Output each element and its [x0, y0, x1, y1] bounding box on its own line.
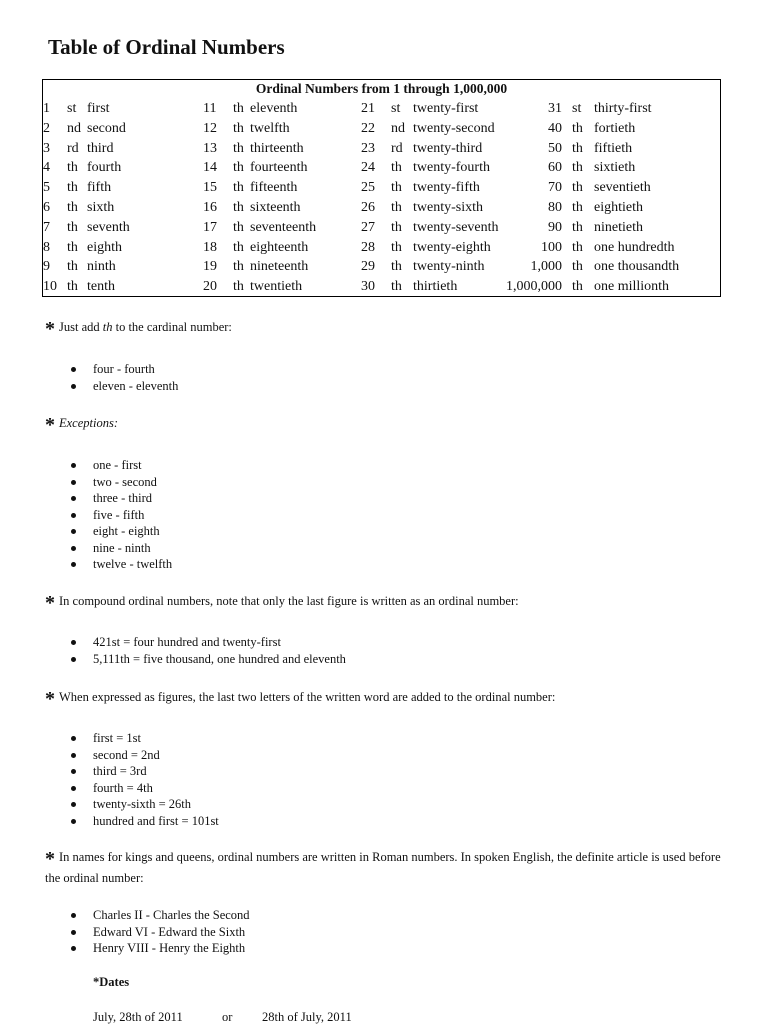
- ordinal-suffix-cell: th: [572, 279, 583, 295]
- ordinal-number-cell: 40: [548, 120, 562, 136]
- ordinal-suffix-cell: th: [233, 140, 244, 156]
- list-item: eight - eighth: [68, 523, 172, 540]
- list-item: hundred and first = 101st: [68, 813, 219, 830]
- ordinal-number-cell: 29: [361, 259, 375, 275]
- list-item: 421st = four hundred and twenty-first: [68, 634, 346, 651]
- list-item: third = 3rd: [68, 763, 219, 780]
- ordinal-word-cell: fifth: [87, 180, 112, 196]
- ordinal-word-cell: third: [87, 140, 114, 156]
- ordinal-word-cell: nineteenth: [250, 259, 309, 275]
- list-item: Edward VI - Edward the Sixth: [68, 924, 250, 941]
- ordinal-suffix-cell: th: [233, 120, 244, 136]
- ordinal-number-cell: 16: [203, 200, 217, 215]
- ordinal-number-cell: 24: [361, 160, 375, 176]
- ordinal-word-cell: fifteenth: [250, 180, 298, 196]
- ordinal-number-cell: 18: [203, 239, 217, 255]
- ordinal-word-cell: ninetieth: [594, 219, 643, 235]
- rule-text: When expressed as figures, the last two letters of the written word are added to the ordinal number:: [59, 690, 556, 704]
- ordinal-suffix-cell: st: [572, 101, 582, 116]
- ordinal-word-cell: eightieth: [594, 200, 643, 215]
- ordinal-number-cell: 21: [361, 101, 375, 116]
- ordinal-suffix-cell: th: [391, 160, 402, 176]
- ordinal-number-cell: 23: [361, 140, 375, 156]
- rule-figures: [45, 688, 725, 709]
- ordinal-suffix-cell: th: [572, 200, 583, 215]
- list-item: one - first: [68, 457, 172, 474]
- ordinal-word-cell: seventeenth: [250, 219, 317, 235]
- ordinal-word-cell: sixteenth: [250, 200, 301, 215]
- ordinal-word-cell: eleventh: [250, 101, 298, 116]
- ordinal-suffix-cell: th: [572, 239, 583, 255]
- ordinal-suffix-cell: th: [233, 180, 244, 196]
- ordinal-word-cell: twenty-third: [413, 140, 483, 156]
- ordinal-number-cell: 1,000: [530, 259, 562, 275]
- ordinal-word-cell: one hundredth: [594, 239, 675, 255]
- ordinal-number-cell: 26: [361, 200, 375, 215]
- ordinal-word-cell: thirtieth: [413, 279, 458, 295]
- ordinal-number-cell: 8: [43, 239, 50, 255]
- dates-heading: *Dates: [93, 975, 130, 989]
- rule-kings-queens: [45, 848, 725, 887]
- ordinal-word-cell: thirteenth: [250, 140, 304, 156]
- ordinal-suffix-cell: th: [67, 200, 78, 215]
- ordinal-word-cell: sixth: [87, 200, 115, 215]
- ordinal-word-cell: twentieth: [250, 279, 303, 295]
- asterisk-icon: *: [45, 414, 55, 436]
- ordinal-number-cell: 3: [43, 140, 50, 156]
- ordinal-word-cell: eighth: [87, 239, 122, 255]
- rule-exceptions: [45, 414, 725, 435]
- list-item: first = 1st: [68, 730, 219, 747]
- ordinal-suffix-cell: st: [67, 101, 77, 116]
- ordinal-number-cell: 27: [361, 219, 375, 235]
- ordinal-number-cell: 10: [43, 279, 57, 295]
- ordinal-suffix-cell: th: [67, 180, 78, 196]
- page-title: Table of Ordinal Numbers: [48, 35, 285, 59]
- ordinal-word-cell: fiftieth: [594, 140, 633, 156]
- ordinal-number-cell: 2: [43, 120, 50, 136]
- ordinal-number-cell: 4: [43, 160, 50, 176]
- list-item: second = 2nd: [68, 747, 219, 764]
- rule-compound: [45, 592, 725, 613]
- list-item: twelve - twelfth: [68, 556, 172, 573]
- ordinal-word-cell: twenty-fifth: [413, 180, 480, 196]
- ordinal-numbers-table: [42, 79, 721, 297]
- ordinal-suffix-cell: th: [233, 200, 244, 215]
- list-item: five - fifth: [68, 507, 172, 524]
- ordinal-suffix-cell: th: [67, 259, 78, 275]
- ordinal-suffix-cell: st: [391, 101, 401, 116]
- ordinal-word-cell: second: [87, 120, 126, 136]
- list-item: four - fourth: [68, 361, 178, 378]
- ordinal-suffix-cell: th: [233, 279, 244, 295]
- ordinal-number-cell: 30: [361, 279, 375, 295]
- ordinal-number-cell: 70: [548, 180, 562, 196]
- ordinal-suffix-cell: th: [572, 140, 583, 156]
- ordinal-suffix-cell: rd: [391, 140, 403, 156]
- rule-text: Just add: [59, 320, 103, 334]
- ordinal-number-cell: 50: [548, 140, 562, 156]
- list-item: nine - ninth: [68, 540, 172, 557]
- rule-figures-examples: [68, 730, 219, 829]
- date-or: or: [222, 1010, 233, 1024]
- ordinal-word-cell: fortieth: [594, 120, 636, 136]
- ordinal-word-cell: eighteenth: [250, 239, 309, 255]
- ordinal-word-cell: seventh: [87, 219, 130, 235]
- ordinal-word-cell: twenty-first: [413, 101, 479, 116]
- rule-text: In names for kings and queens, ordinal numbers are written in Roman numbers. In spoken English, the definite article is used before the ordinal number:: [45, 850, 721, 885]
- ordinal-number-cell: 1: [43, 101, 50, 116]
- date-example-b: 28th of July, 2011: [262, 1010, 352, 1024]
- ordinal-word-cell: twenty-sixth: [413, 200, 483, 215]
- list-item: Henry VIII - Henry the Eighth: [68, 940, 250, 957]
- ordinal-word-cell: ninth: [87, 259, 116, 275]
- ordinal-suffix-cell: th: [391, 279, 402, 295]
- ordinal-suffix-cell: th: [67, 160, 78, 176]
- ordinal-word-cell: sixtieth: [594, 160, 636, 176]
- ordinal-number-cell: 11: [203, 101, 217, 116]
- ordinal-word-cell: twenty-second: [413, 120, 495, 136]
- rule-text-rest: to the cardinal number:: [112, 320, 232, 334]
- ordinal-suffix-cell: th: [572, 120, 583, 136]
- ordinal-number-cell: 6: [43, 200, 50, 215]
- ordinal-suffix-cell: th: [572, 259, 583, 275]
- ordinal-number-cell: 1,000,000: [506, 279, 562, 295]
- rule-add-th: [45, 318, 725, 339]
- ordinal-suffix-cell: rd: [67, 140, 79, 156]
- ordinal-word-cell: first: [87, 101, 110, 116]
- ordinal-word-cell: twenty-ninth: [413, 259, 485, 275]
- ordinal-suffix-cell: th: [233, 259, 244, 275]
- asterisk-icon: *: [45, 318, 55, 340]
- ordinal-word-cell: twenty-seventh: [413, 219, 499, 235]
- ordinal-word-cell: fourteenth: [250, 160, 308, 176]
- ordinal-suffix-cell: th: [233, 101, 244, 116]
- ordinal-number-cell: 15: [203, 180, 217, 196]
- ordinal-suffix-cell: th: [233, 239, 244, 255]
- ordinal-word-cell: twenty-eighth: [413, 239, 491, 255]
- ordinal-suffix-cell: th: [391, 200, 402, 215]
- ordinal-suffix-cell: th: [233, 219, 244, 235]
- rule-exceptions-examples: [68, 457, 172, 573]
- ordinal-word-cell: twenty-fourth: [413, 160, 490, 176]
- ordinal-word-cell: one millionth: [594, 279, 670, 295]
- rule-kings-queens-examples: [68, 907, 250, 957]
- ordinal-number-cell: 31: [548, 101, 562, 116]
- ordinal-number-cell: 25: [361, 180, 375, 196]
- ordinal-suffix-cell: th: [391, 259, 402, 275]
- rule-text: In compound ordinal numbers, note that only the last figure is written as an ordinal number:: [59, 594, 519, 608]
- ordinal-number-cell: 90: [548, 219, 562, 235]
- ordinal-suffix-cell: th: [572, 219, 583, 235]
- list-item: two - second: [68, 474, 172, 491]
- ordinal-number-cell: 28: [361, 239, 375, 255]
- list-item: three - third: [68, 490, 172, 507]
- ordinal-suffix-cell: th: [391, 180, 402, 196]
- ordinal-number-cell: 17: [203, 219, 217, 235]
- ordinal-suffix-cell: th: [572, 180, 583, 196]
- ordinal-suffix-cell: th: [233, 160, 244, 176]
- asterisk-icon: *: [45, 848, 55, 870]
- ordinal-suffix-cell: nd: [67, 120, 81, 136]
- list-item: 5,111th = five thousand, one hundred and eleventh: [68, 651, 346, 668]
- rule-emphasis: th: [102, 320, 113, 334]
- ordinal-number-cell: 100: [541, 239, 562, 255]
- ordinal-word-cell: seventieth: [594, 180, 651, 196]
- ordinal-word-cell: one thousandth: [594, 259, 680, 275]
- ordinal-suffix-cell: th: [391, 239, 402, 255]
- list-item: fourth = 4th: [68, 780, 219, 797]
- ordinal-suffix-cell: th: [67, 239, 78, 255]
- rule-text: Exceptions:: [59, 416, 119, 430]
- ordinal-suffix-cell: th: [67, 279, 78, 295]
- rule-compound-examples: [68, 634, 346, 667]
- ordinal-suffix-cell: th: [572, 160, 583, 176]
- ordinal-word-cell: tenth: [87, 279, 115, 295]
- ordinal-suffix-cell: th: [391, 219, 402, 235]
- ordinal-number-cell: 20: [203, 279, 217, 295]
- ordinal-number-cell: 9: [43, 259, 50, 275]
- ordinal-number-cell: 60: [548, 160, 562, 176]
- ordinal-number-cell: 22: [361, 120, 375, 136]
- ordinal-suffix-cell: th: [67, 219, 78, 235]
- ordinal-word-cell: thirty-first: [594, 101, 652, 116]
- ordinal-suffix-cell: nd: [391, 120, 405, 136]
- ordinal-number-cell: 80: [548, 200, 562, 215]
- ordinal-number-cell: 19: [203, 259, 217, 275]
- date-example-a: July, 28th of 2011: [93, 1010, 183, 1024]
- ordinal-word-cell: twelfth: [250, 120, 290, 136]
- list-item: twenty-sixth = 26th: [68, 796, 219, 813]
- ordinal-word-cell: fourth: [87, 160, 122, 176]
- rule-add-th-examples: [68, 361, 178, 394]
- ordinal-number-cell: 13: [203, 140, 217, 156]
- ordinal-number-cell: 12: [203, 120, 217, 136]
- asterisk-icon: *: [45, 688, 55, 710]
- ordinal-number-cell: 7: [43, 219, 50, 235]
- list-item: Charles II - Charles the Second: [68, 907, 250, 924]
- list-item: eleven - eleventh: [68, 378, 178, 395]
- ordinal-number-cell: 5: [43, 180, 50, 196]
- ordinal-number-cell: 14: [203, 160, 217, 176]
- table-heading: Ordinal Numbers from 1 through 1,000,000: [255, 81, 508, 96]
- asterisk-icon: *: [45, 592, 55, 614]
